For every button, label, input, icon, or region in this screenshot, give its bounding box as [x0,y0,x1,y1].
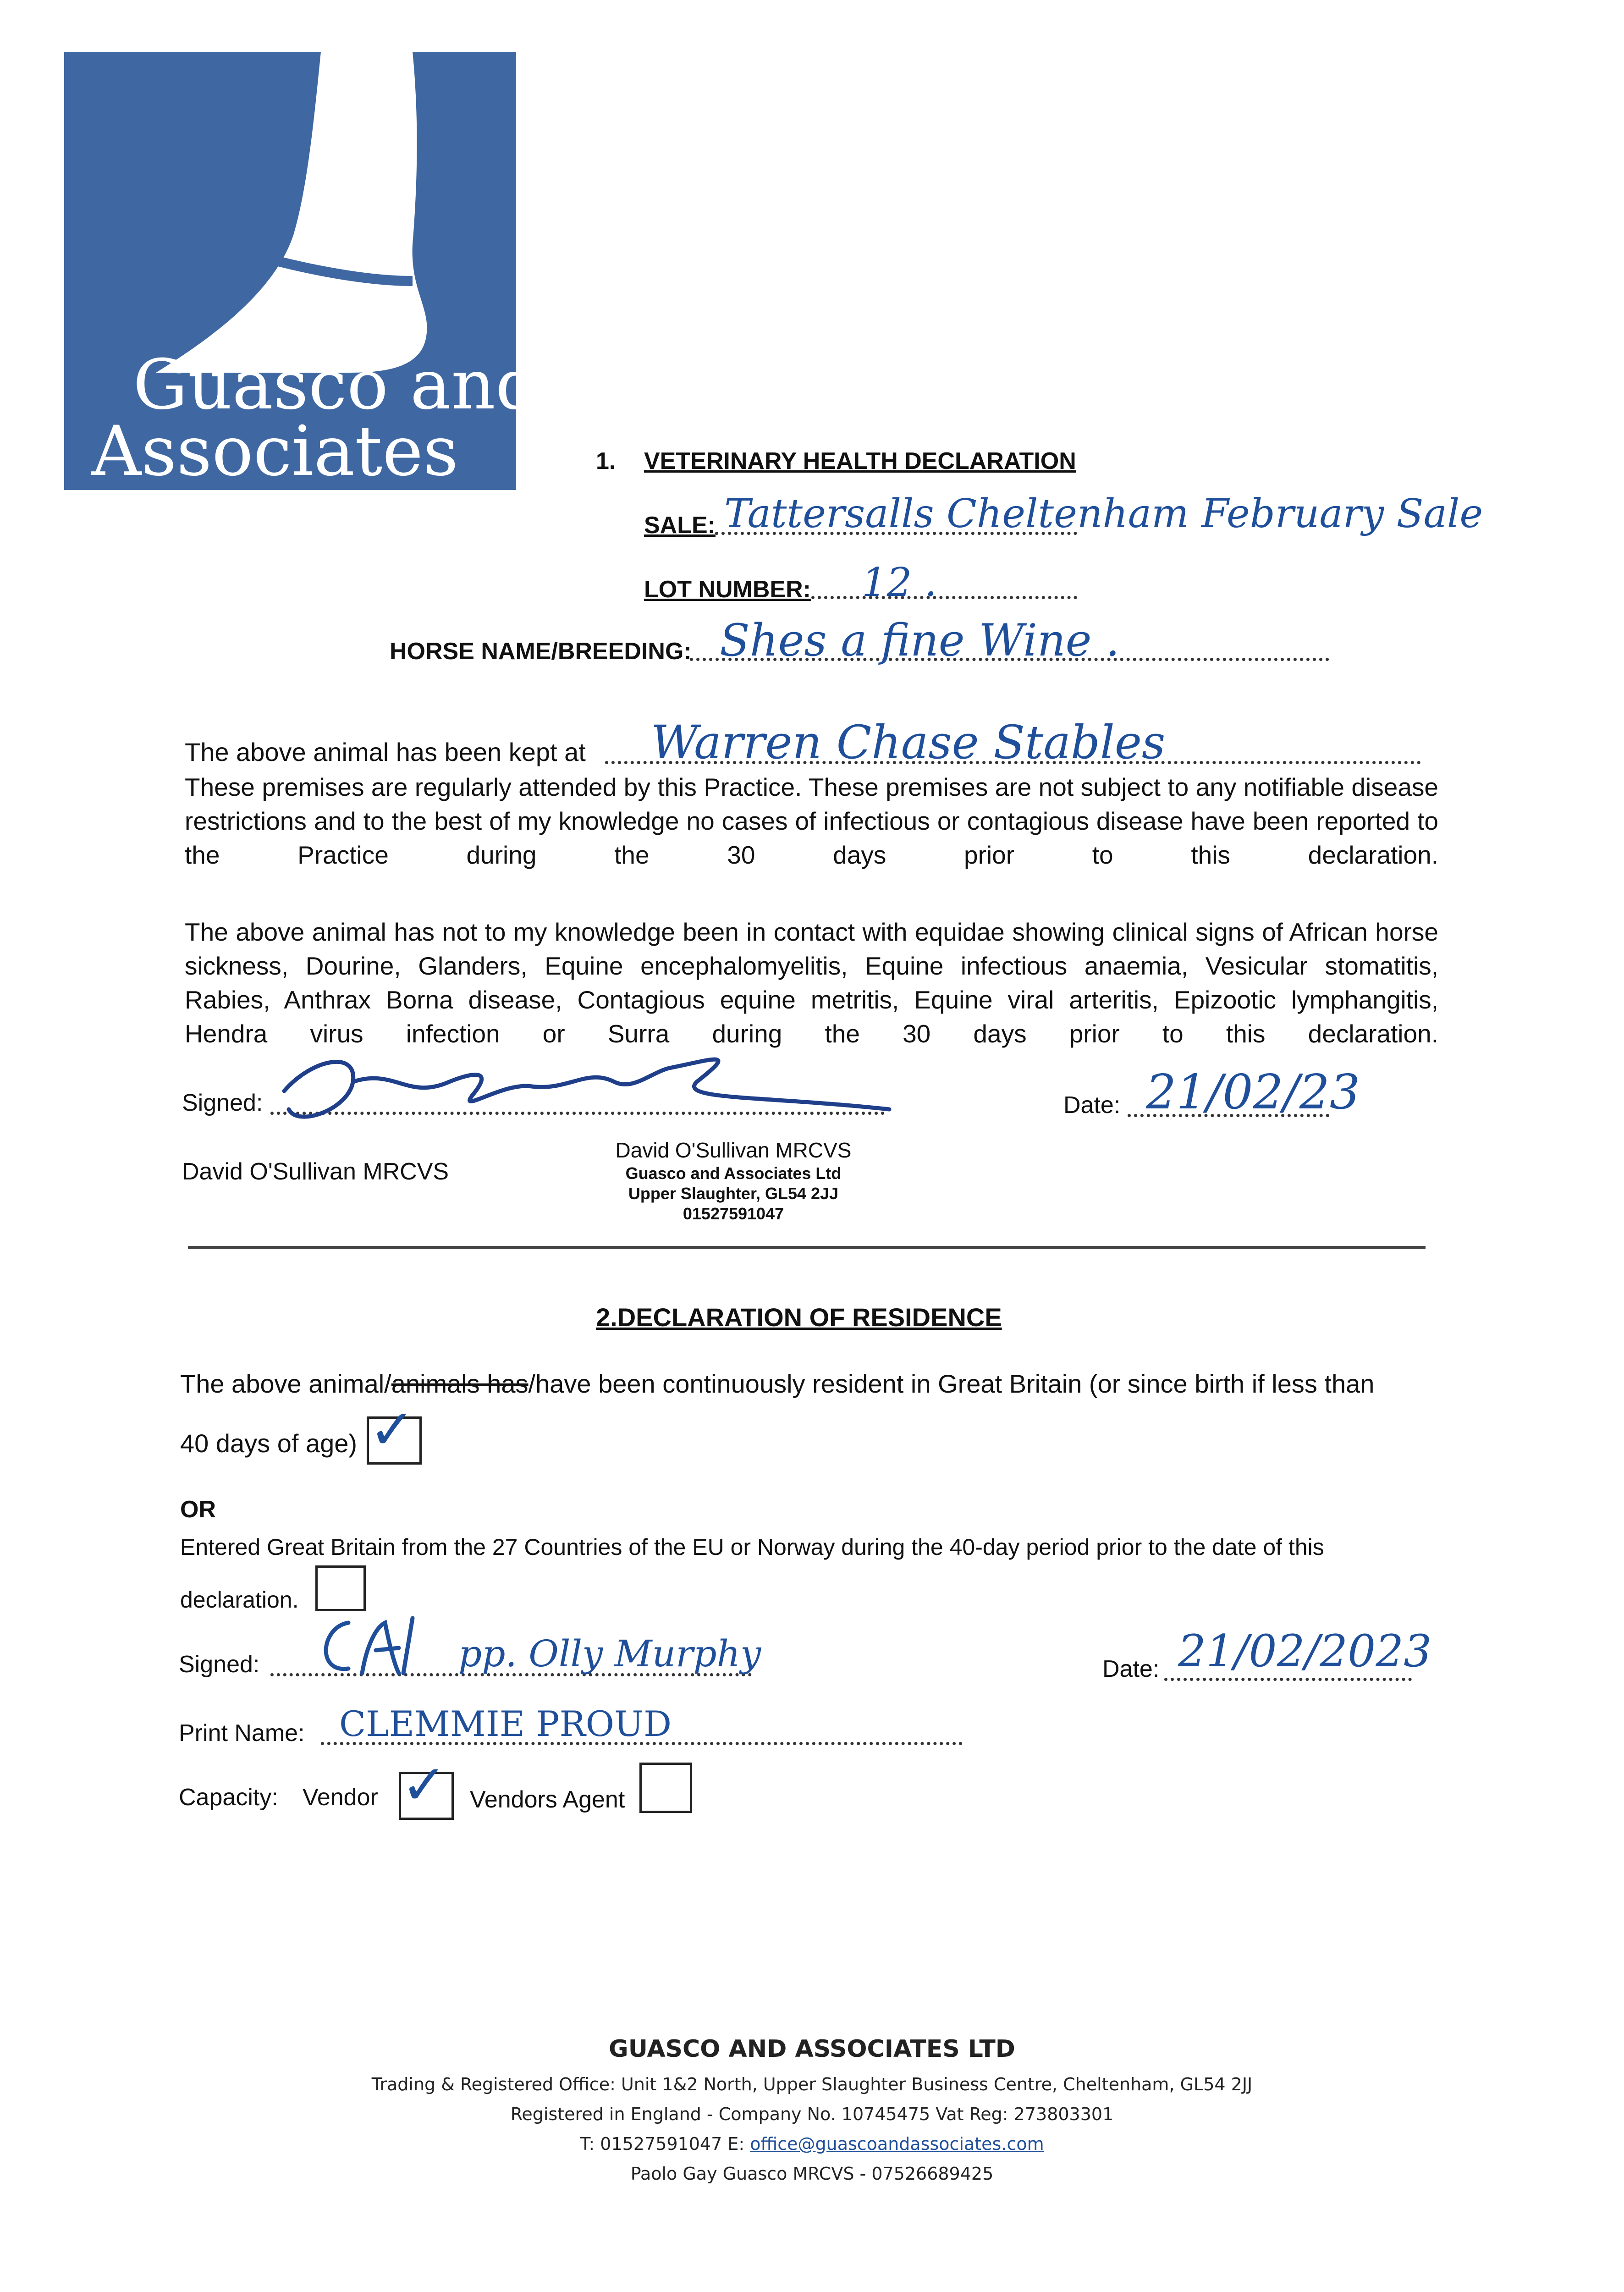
premises-paragraph: These premises are regularly attended by this Practice. These premises are not subject to any notifiable disease restrictions and to the best of my knowledge no cases of infectious or contagious disease have been reported to the Practice during the 30 days prior to this declaration. [185,773,1438,869]
section2-title: 2.DECLARATION OF RESIDENCE [596,1303,1002,1332]
print-name-label: Print Name: [179,1720,305,1747]
resident-check-mark: ✓ [369,1398,415,1462]
section1-number: 1. [596,448,616,474]
company-logo [64,52,539,491]
logo-text-line1: Guasco and [133,345,539,425]
section1-title: VETERINARY HEALTH DECLARATION [644,448,1076,474]
horse-name-value[interactable]: Shes a fine Wine . [720,615,1120,666]
footer-registration: Registered in England - Company No. 10745475 Vat Reg: 273803301 [510,2104,1114,2124]
vendors-agent-checkbox[interactable] [639,1763,692,1813]
footer-contact [0,2134,1624,2154]
vet-date-value[interactable]: 21/02/23 [1146,1064,1360,1120]
resident-signed-label: Signed: [179,1651,260,1678]
footer-company: GUASCO AND ASSOCIATES LTD [609,2035,1015,2063]
vet-name: David O'Sullivan MRCVS [182,1158,449,1185]
contact-paragraph: The above animal has not to my knowledge been in contact with equidae showing clinical signs of African horse sickness, Dourine, Glanders, Equine encephalomyelitis, Equine infectious anaemia, Vesicular stomatitis, Rabies, Anthrax Borna disease, Contagious equine metritis, Equine viral arteritis, Epizootic lymphangitis, Hendra virus infection or Surra during the 30 days prior to this declaration. [185,918,1438,1048]
entered-text: Entered Great Britain from the 27 Countries of the EU or Norway during the 40-day period prior to the date of this [180,1534,1324,1560]
lot-number-value[interactable]: 12 . [862,560,937,606]
footer-email-link[interactable]: office@guascoandassociates.com [750,2134,1044,2154]
stamp-line4: 01527591047 [683,1204,784,1223]
footer-principal: Paolo Gay Guasco MRCVS - 07526689425 [630,2164,994,2184]
vet-signed-label: Signed: [182,1090,263,1116]
sale-value[interactable]: Tattersalls Cheltenham February Sale [724,491,1483,537]
resident-text-struck: animals has [391,1369,528,1398]
stamp-line3: Upper Slaughter, GL54 2JJ [628,1184,839,1203]
section-divider [188,1246,1426,1249]
resident-date-dotted-line [1164,1678,1412,1681]
resident-text-b: /have been continuously resident in Great Britain (or since birth if less than [528,1369,1375,1398]
vet-stamp [573,1137,894,1224]
stamp-line1: David O'Sullivan MRCVS [615,1138,852,1162]
vet-date-label: Date: [1063,1092,1121,1118]
kept-at-value[interactable]: Warren Chase Stables [651,716,1166,769]
resident-text-c: 40 days of age) [180,1429,358,1458]
footer-phone: T: 01527591047 E: [580,2134,750,2154]
capacity-label: Capacity: [179,1784,278,1811]
footer-address: Trading & Registered Office: Unit 1&2 North, Upper Slaughter Business Centre, Cheltenham, GL54 2JJ [371,2074,1253,2094]
horse-name-label: HORSE NAME/BREEDING: [390,638,692,665]
resident-date-value[interactable]: 21/02/2023 [1178,1625,1432,1677]
vet-signature-image[interactable] [257,1041,898,1132]
resident-signed-value[interactable]: pp. Olly Murphy [458,1632,761,1675]
horse-hoof-icon [64,52,516,382]
entered-text-b: declaration. [180,1587,299,1613]
stamp-line2: Guasco and Associates Ltd [625,1164,842,1183]
resident-sentence [180,1368,1374,1399]
resident-text-a: The above animal/ [180,1369,391,1398]
entered-checkbox[interactable] [315,1565,366,1611]
or-label: OR [180,1496,216,1523]
sale-label: SALE: [644,512,716,539]
vendor-check-mark: ✓ [401,1753,447,1817]
kept-at-label: The above animal has been kept at [185,738,586,766]
vendors-agent-label: Vendors Agent [470,1786,625,1813]
print-name-value[interactable]: CLEMMIE PROUD [339,1703,672,1744]
vendor-label: Vendor [303,1784,378,1811]
logo-text-line2: Associates [92,412,459,491]
resident-date-label: Date: [1102,1656,1160,1682]
initials-signature-image[interactable] [307,1609,426,1687]
lot-dotted-line [811,596,1077,599]
lot-number-label: LOT NUMBER: [644,576,811,603]
